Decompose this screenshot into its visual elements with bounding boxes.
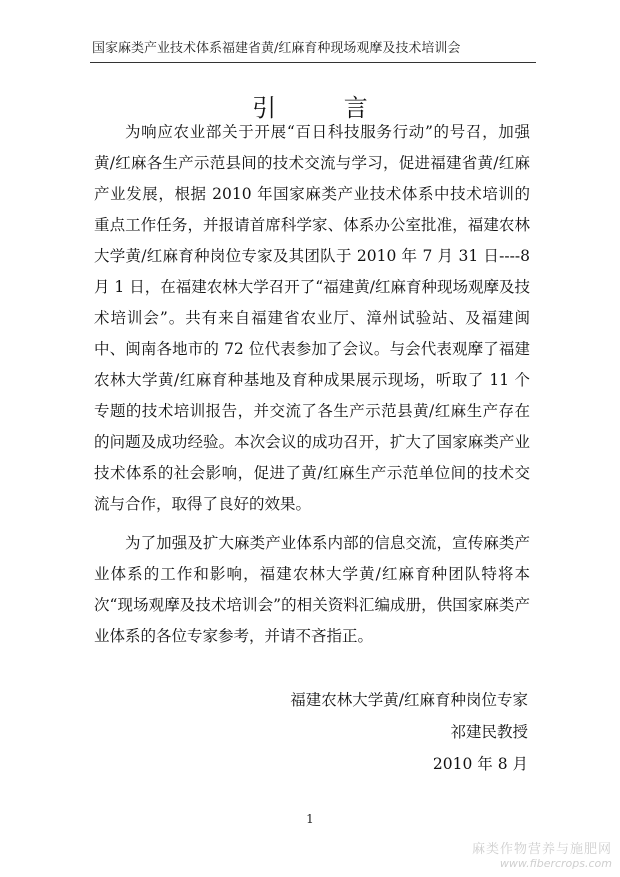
watermark-site-name: 麻类作物营养与施肥网 bbox=[471, 842, 612, 857]
document-title: 引 言 bbox=[252, 94, 398, 123]
document-body bbox=[94, 117, 530, 660]
signature-organization: 福建农林大学黄/红麻育种岗位专家 bbox=[290, 691, 528, 709]
site-watermark bbox=[472, 842, 612, 870]
header-divider bbox=[90, 62, 536, 63]
signature-block bbox=[290, 684, 528, 780]
paragraph-1: 为响应农业部关于开展“百日科技服务行动”的号召，加强黄/红麻各生产示范县间的技术交流与学习，促进福建省黄/红麻产业发展，根据 2010 年国家麻类产业技术体系中技术培训的重点工作任务，并报请首席科学家、体系办公室批准，福建农林大学黄/红麻育种岗位专家及其团队于 2010 年 7 月 31 日----8 月 1 日，在福建农林大学召开了“福建黄/红麻育种现场观摩及技术培训会”。共有来自福建省农业厅、漳州试验站、及福建闽中、闽南各地市的 72 位代表参加了会议。与会代表观摩了福建农林大学黄/红麻育种基地及育种成果展示现场，听取了 11 个专题的技术培训报告，并交流了各生产示范县黄/红麻生产存在的问题及成功经验。本次会议的成功召开，扩大了国家麻类产业技术体系的社会影响，促进了黄/红麻生产示范单位间的技术交流与合作，取得了良好的效果。 bbox=[94, 123, 530, 513]
paragraph-2: 为了加强及扩大麻类产业体系内部的信息交流，宣传麻类产业体系的工作和影响，福建农林大学黄/红麻育种团队特将本次“现场观摩及技术培训会”的相关资料汇编成册，供国家麻类产业体系的各位专家参考，并请不吝指正。 bbox=[94, 534, 530, 645]
running-header: 国家麻类产业技术体系福建省黄/红麻育种现场观摩及技术培训会 bbox=[92, 41, 461, 56]
signature-name: 祁建民教授 bbox=[450, 723, 528, 741]
page-number: 1 bbox=[306, 812, 314, 826]
signature-date: 2010 年 8 月 bbox=[432, 755, 528, 773]
watermark-url: www.fibercrops.com bbox=[499, 857, 612, 870]
